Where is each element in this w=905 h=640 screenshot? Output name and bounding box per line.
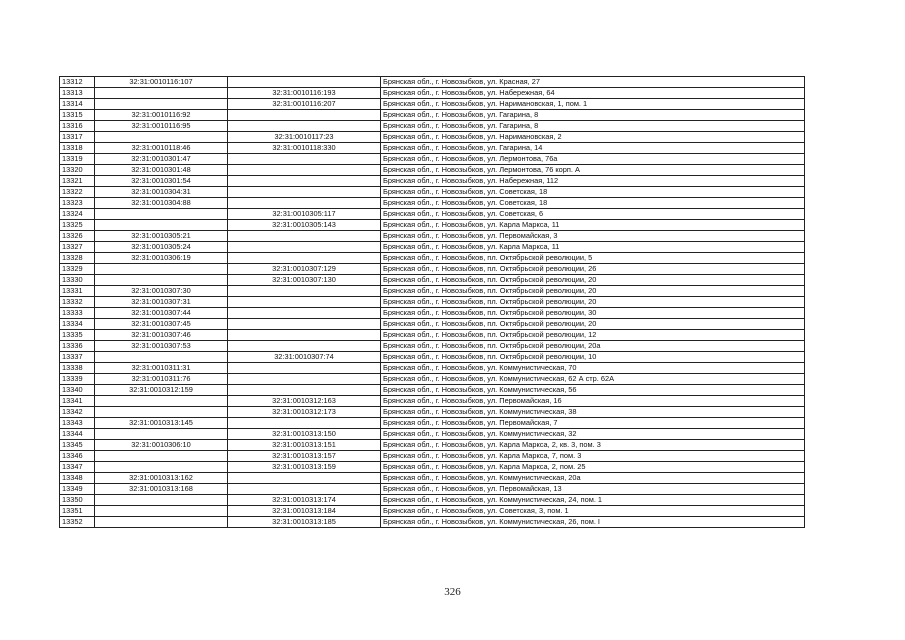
building-cadastral-number-cell: 32:31:0010307:74 xyxy=(228,352,381,363)
building-cadastral-number-cell: 32:31:0010117:23 xyxy=(228,132,381,143)
table-row xyxy=(60,187,805,198)
cadastral-number-cell: 32:31:0010312:159 xyxy=(95,385,228,396)
building-cadastral-number-cell xyxy=(228,231,381,242)
building-cadastral-number-cell xyxy=(228,418,381,429)
building-cadastral-number-cell xyxy=(228,176,381,187)
cadastral-number-cell: 32:31:0010307:30 xyxy=(95,286,228,297)
row-number-cell: 13352 xyxy=(60,517,95,528)
building-cadastral-number-cell xyxy=(228,363,381,374)
table-row xyxy=(60,495,805,506)
cadastral-number-cell: 32:31:0010311:76 xyxy=(95,374,228,385)
cadastral-number-cell: 32:31:0010307:44 xyxy=(95,308,228,319)
building-cadastral-number-cell xyxy=(228,308,381,319)
address-cell: Брянская обл., г. Новозыбков, ул. Наримановская, 2 xyxy=(381,132,805,143)
row-number-cell: 13351 xyxy=(60,506,95,517)
table-row xyxy=(60,220,805,231)
building-cadastral-number-cell: 32:31:0010313:174 xyxy=(228,495,381,506)
cadastral-number-cell: 32:31:0010118:46 xyxy=(95,143,228,154)
building-cadastral-number-cell xyxy=(228,385,381,396)
building-cadastral-number-cell xyxy=(228,253,381,264)
building-cadastral-number-cell xyxy=(228,242,381,253)
row-number-cell: 13326 xyxy=(60,231,95,242)
row-number-cell: 13337 xyxy=(60,352,95,363)
cadastral-number-cell: 32:31:0010301:54 xyxy=(95,176,228,187)
row-number-cell: 13339 xyxy=(60,374,95,385)
address-cell: Брянская обл., г. Новозыбков, ул. Коммунистическая, 38 xyxy=(381,407,805,418)
cadastral-number-cell xyxy=(95,495,228,506)
cadastral-number-cell: 32:31:0010304:31 xyxy=(95,187,228,198)
address-cell: Брянская обл., г. Новозыбков, пл. Октябрьской революции, 20 xyxy=(381,286,805,297)
page-number: 326 xyxy=(444,586,461,598)
cadastral-number-cell: 32:31:0010311:31 xyxy=(95,363,228,374)
row-number-cell: 13329 xyxy=(60,264,95,275)
address-cell: Брянская обл., г. Новозыбков, ул. Гагарина, 8 xyxy=(381,121,805,132)
address-cell: Брянская обл., г. Новозыбков, пл. Октябрьской революции, 20а xyxy=(381,341,805,352)
row-number-cell: 13331 xyxy=(60,286,95,297)
building-cadastral-number-cell xyxy=(228,484,381,495)
building-cadastral-number-cell: 32:31:0010116:207 xyxy=(228,99,381,110)
building-cadastral-number-cell: 32:31:0010118:330 xyxy=(228,143,381,154)
address-cell: Брянская обл., г. Новозыбков, пл. Октябрьской революции, 26 xyxy=(381,264,805,275)
cadastral-number-cell: 32:31:0010313:168 xyxy=(95,484,228,495)
table-row xyxy=(60,407,805,418)
table-row xyxy=(60,506,805,517)
cadastral-number-cell xyxy=(95,352,228,363)
table-row xyxy=(60,132,805,143)
address-cell: Брянская обл., г. Новозыбков, ул. Коммунистическая, 32 xyxy=(381,429,805,440)
building-cadastral-number-cell xyxy=(228,341,381,352)
cadastral-number-cell xyxy=(95,517,228,528)
address-cell: Брянская обл., г. Новозыбков, ул. Наримановская, 1, пом. 1 xyxy=(381,99,805,110)
table-row xyxy=(60,121,805,132)
row-number-cell: 13332 xyxy=(60,297,95,308)
address-cell: Брянская обл., г. Новозыбков, ул. Первомайская, 7 xyxy=(381,418,805,429)
address-cell: Брянская обл., г. Новозыбков, ул. Красная, 27 xyxy=(381,77,805,88)
table-row xyxy=(60,209,805,220)
building-cadastral-number-cell xyxy=(228,110,381,121)
address-cell: Брянская обл., г. Новозыбков, ул. Коммунистическая, 24, пом. 1 xyxy=(381,495,805,506)
address-cell: Брянская обл., г. Новозыбков, пл. Октябрьской революции, 20 xyxy=(381,319,805,330)
address-cell: Брянская обл., г. Новозыбков, ул. Коммунистическая, 56 xyxy=(381,385,805,396)
table-row xyxy=(60,352,805,363)
address-cell: Брянская обл., г. Новозыбков, ул. Коммунистическая, 70 xyxy=(381,363,805,374)
cadastral-number-cell xyxy=(95,275,228,286)
building-cadastral-number-cell: 32:31:0010313:157 xyxy=(228,451,381,462)
building-cadastral-number-cell: 32:31:0010313:184 xyxy=(228,506,381,517)
row-number-cell: 13348 xyxy=(60,473,95,484)
address-cell: Брянская обл., г. Новозыбков, ул. Карла Маркса, 11 xyxy=(381,242,805,253)
row-number-cell: 13349 xyxy=(60,484,95,495)
table-row xyxy=(60,484,805,495)
cadastral-number-cell: 32:31:0010306:19 xyxy=(95,253,228,264)
cadastral-number-cell: 32:31:0010304:88 xyxy=(95,198,228,209)
table-row xyxy=(60,275,805,286)
row-number-cell: 13336 xyxy=(60,341,95,352)
address-cell: Брянская обл., г. Новозыбков, ул. Советская, 18 xyxy=(381,198,805,209)
cadastral-number-cell: 32:31:0010116:95 xyxy=(95,121,228,132)
building-cadastral-number-cell: 32:31:0010312:163 xyxy=(228,396,381,407)
cadastral-number-cell xyxy=(95,396,228,407)
row-number-cell: 13325 xyxy=(60,220,95,231)
cadastral-number-cell xyxy=(95,451,228,462)
cadastral-number-cell xyxy=(95,407,228,418)
row-number-cell: 13334 xyxy=(60,319,95,330)
table-row xyxy=(60,418,805,429)
table-row xyxy=(60,341,805,352)
cadastral-number-cell: 32:31:0010307:31 xyxy=(95,297,228,308)
cadastral-number-cell xyxy=(95,209,228,220)
registry-table-body xyxy=(60,77,805,528)
table-row xyxy=(60,308,805,319)
cadastral-number-cell: 32:31:0010313:162 xyxy=(95,473,228,484)
building-cadastral-number-cell xyxy=(228,473,381,484)
address-cell: Брянская обл., г. Новозыбков, ул. Советская, 6 xyxy=(381,209,805,220)
table-row xyxy=(60,517,805,528)
cadastral-number-cell xyxy=(95,88,228,99)
row-number-cell: 13338 xyxy=(60,363,95,374)
table-row xyxy=(60,242,805,253)
address-cell: Брянская обл., г. Новозыбков, ул. Первомайская, 13 xyxy=(381,484,805,495)
row-number-cell: 13314 xyxy=(60,99,95,110)
row-number-cell: 13327 xyxy=(60,242,95,253)
row-number-cell: 13333 xyxy=(60,308,95,319)
address-cell: Брянская обл., г. Новозыбков, пл. Октябрьской революции, 10 xyxy=(381,352,805,363)
table-row xyxy=(60,165,805,176)
row-number-cell: 13345 xyxy=(60,440,95,451)
row-number-cell: 13343 xyxy=(60,418,95,429)
table-row xyxy=(60,286,805,297)
table-row xyxy=(60,154,805,165)
building-cadastral-number-cell xyxy=(228,154,381,165)
building-cadastral-number-cell xyxy=(228,330,381,341)
table-row xyxy=(60,143,805,154)
building-cadastral-number-cell xyxy=(228,121,381,132)
cadastral-number-cell xyxy=(95,506,228,517)
address-cell: Брянская обл., г. Новозыбков, пл. Октябрьской революции, 30 xyxy=(381,308,805,319)
table-row xyxy=(60,176,805,187)
row-number-cell: 13317 xyxy=(60,132,95,143)
building-cadastral-number-cell xyxy=(228,198,381,209)
row-number-cell: 13342 xyxy=(60,407,95,418)
address-cell: Брянская обл., г. Новозыбков, ул. Карла Маркса, 2, кв. 3, пом. 3 xyxy=(381,440,805,451)
table-row xyxy=(60,110,805,121)
row-number-cell: 13335 xyxy=(60,330,95,341)
registry-table xyxy=(59,76,805,528)
address-cell: Брянская обл., г. Новозыбков, ул. Коммунистическая, 26, пом. I xyxy=(381,517,805,528)
address-cell: Брянская обл., г. Новозыбков, пл. Октябрьской революции, 20 xyxy=(381,275,805,286)
cadastral-number-cell: 32:31:0010307:53 xyxy=(95,341,228,352)
building-cadastral-number-cell xyxy=(228,77,381,88)
cadastral-number-cell xyxy=(95,220,228,231)
building-cadastral-number-cell: 32:31:0010307:129 xyxy=(228,264,381,275)
address-cell: Брянская обл., г. Новозыбков, ул. Коммунистическая, 20а xyxy=(381,473,805,484)
table-row xyxy=(60,451,805,462)
table-row xyxy=(60,396,805,407)
address-cell: Брянская обл., г. Новозыбков, ул. Карла Маркса, 7, пом. 3 xyxy=(381,451,805,462)
table-row xyxy=(60,374,805,385)
table-row xyxy=(60,473,805,484)
cadastral-number-cell: 32:31:0010301:48 xyxy=(95,165,228,176)
row-number-cell: 13313 xyxy=(60,88,95,99)
table-row xyxy=(60,231,805,242)
row-number-cell: 13350 xyxy=(60,495,95,506)
address-cell: Брянская обл., г. Новозыбков, ул. Первомайская, 3 xyxy=(381,231,805,242)
cadastral-number-cell xyxy=(95,99,228,110)
building-cadastral-number-cell: 32:31:0010116:193 xyxy=(228,88,381,99)
row-number-cell: 13323 xyxy=(60,198,95,209)
building-cadastral-number-cell xyxy=(228,319,381,330)
row-number-cell: 13319 xyxy=(60,154,95,165)
address-cell: Брянская обл., г. Новозыбков, ул. Набережная, 112 xyxy=(381,176,805,187)
row-number-cell: 13322 xyxy=(60,187,95,198)
address-cell: Брянская обл., г. Новозыбков, ул. Советская, 3, пом. 1 xyxy=(381,506,805,517)
building-cadastral-number-cell: 32:31:0010307:130 xyxy=(228,275,381,286)
row-number-cell: 13321 xyxy=(60,176,95,187)
row-number-cell: 13330 xyxy=(60,275,95,286)
cadastral-number-cell xyxy=(95,132,228,143)
table-row xyxy=(60,363,805,374)
address-cell: Брянская обл., г. Новозыбков, ул. Карла Маркса, 11 xyxy=(381,220,805,231)
cadastral-number-cell: 32:31:0010305:24 xyxy=(95,242,228,253)
building-cadastral-number-cell xyxy=(228,297,381,308)
table-row xyxy=(60,198,805,209)
cadastral-number-cell: 32:31:0010313:145 xyxy=(95,418,228,429)
address-cell: Брянская обл., г. Новозыбков, ул. Советская, 18 xyxy=(381,187,805,198)
table-row xyxy=(60,264,805,275)
table-row xyxy=(60,297,805,308)
table-row xyxy=(60,330,805,341)
cadastral-number-cell: 32:31:0010116:92 xyxy=(95,110,228,121)
row-number-cell: 13344 xyxy=(60,429,95,440)
building-cadastral-number-cell: 32:31:0010305:117 xyxy=(228,209,381,220)
cadastral-number-cell xyxy=(95,462,228,473)
building-cadastral-number-cell xyxy=(228,286,381,297)
table-row xyxy=(60,88,805,99)
building-cadastral-number-cell: 32:31:0010312:173 xyxy=(228,407,381,418)
address-cell: Брянская обл., г. Новозыбков, пл. Октябрьской революции, 20 xyxy=(381,297,805,308)
row-number-cell: 13347 xyxy=(60,462,95,473)
table-row xyxy=(60,253,805,264)
table-row xyxy=(60,99,805,110)
cadastral-number-cell: 32:31:0010306:10 xyxy=(95,440,228,451)
row-number-cell: 13320 xyxy=(60,165,95,176)
cadastral-number-cell: 32:31:0010307:46 xyxy=(95,330,228,341)
cadastral-number-cell: 32:31:0010305:21 xyxy=(95,231,228,242)
building-cadastral-number-cell: 32:31:0010313:151 xyxy=(228,440,381,451)
address-cell: Брянская обл., г. Новозыбков, ул. Лермонтова, 76 корп. А xyxy=(381,165,805,176)
address-cell: Брянская обл., г. Новозыбков, ул. Набережная, 64 xyxy=(381,88,805,99)
row-number-cell: 13316 xyxy=(60,121,95,132)
row-number-cell: 13346 xyxy=(60,451,95,462)
row-number-cell: 13341 xyxy=(60,396,95,407)
cadastral-number-cell xyxy=(95,264,228,275)
table-row xyxy=(60,77,805,88)
row-number-cell: 13328 xyxy=(60,253,95,264)
table-row xyxy=(60,440,805,451)
cadastral-number-cell xyxy=(95,429,228,440)
table-row xyxy=(60,462,805,473)
address-cell: Брянская обл., г. Новозыбков, ул. Коммунистическая, 62 А стр. 62А xyxy=(381,374,805,385)
building-cadastral-number-cell: 32:31:0010313:185 xyxy=(228,517,381,528)
building-cadastral-number-cell xyxy=(228,187,381,198)
row-number-cell: 13324 xyxy=(60,209,95,220)
building-cadastral-number-cell: 32:31:0010305:143 xyxy=(228,220,381,231)
address-cell: Брянская обл., г. Новозыбков, ул. Первомайская, 16 xyxy=(381,396,805,407)
row-number-cell: 13312 xyxy=(60,77,95,88)
cadastral-number-cell: 32:31:0010116:107 xyxy=(95,77,228,88)
address-cell: Брянская обл., г. Новозыбков, пл. Октябрьской революции, 5 xyxy=(381,253,805,264)
cadastral-number-cell: 32:31:0010307:45 xyxy=(95,319,228,330)
address-cell: Брянская обл., г. Новозыбков, ул. Гагарина, 14 xyxy=(381,143,805,154)
address-cell: Брянская обл., г. Новозыбков, ул. Гагарина, 8 xyxy=(381,110,805,121)
row-number-cell: 13315 xyxy=(60,110,95,121)
table-row xyxy=(60,429,805,440)
table-row xyxy=(60,319,805,330)
building-cadastral-number-cell xyxy=(228,374,381,385)
cadastral-number-cell: 32:31:0010301:47 xyxy=(95,154,228,165)
building-cadastral-number-cell: 32:31:0010313:150 xyxy=(228,429,381,440)
building-cadastral-number-cell xyxy=(228,165,381,176)
table-row xyxy=(60,385,805,396)
address-cell: Брянская обл., г. Новозыбков, ул. Карла Маркса, 2, пом. 25 xyxy=(381,462,805,473)
address-cell: Брянская обл., г. Новозыбков, ул. Лермонтова, 76а xyxy=(381,154,805,165)
row-number-cell: 13318 xyxy=(60,143,95,154)
row-number-cell: 13340 xyxy=(60,385,95,396)
address-cell: Брянская обл., г. Новозыбков, пл. Октябрьской революции, 12 xyxy=(381,330,805,341)
building-cadastral-number-cell: 32:31:0010313:159 xyxy=(228,462,381,473)
